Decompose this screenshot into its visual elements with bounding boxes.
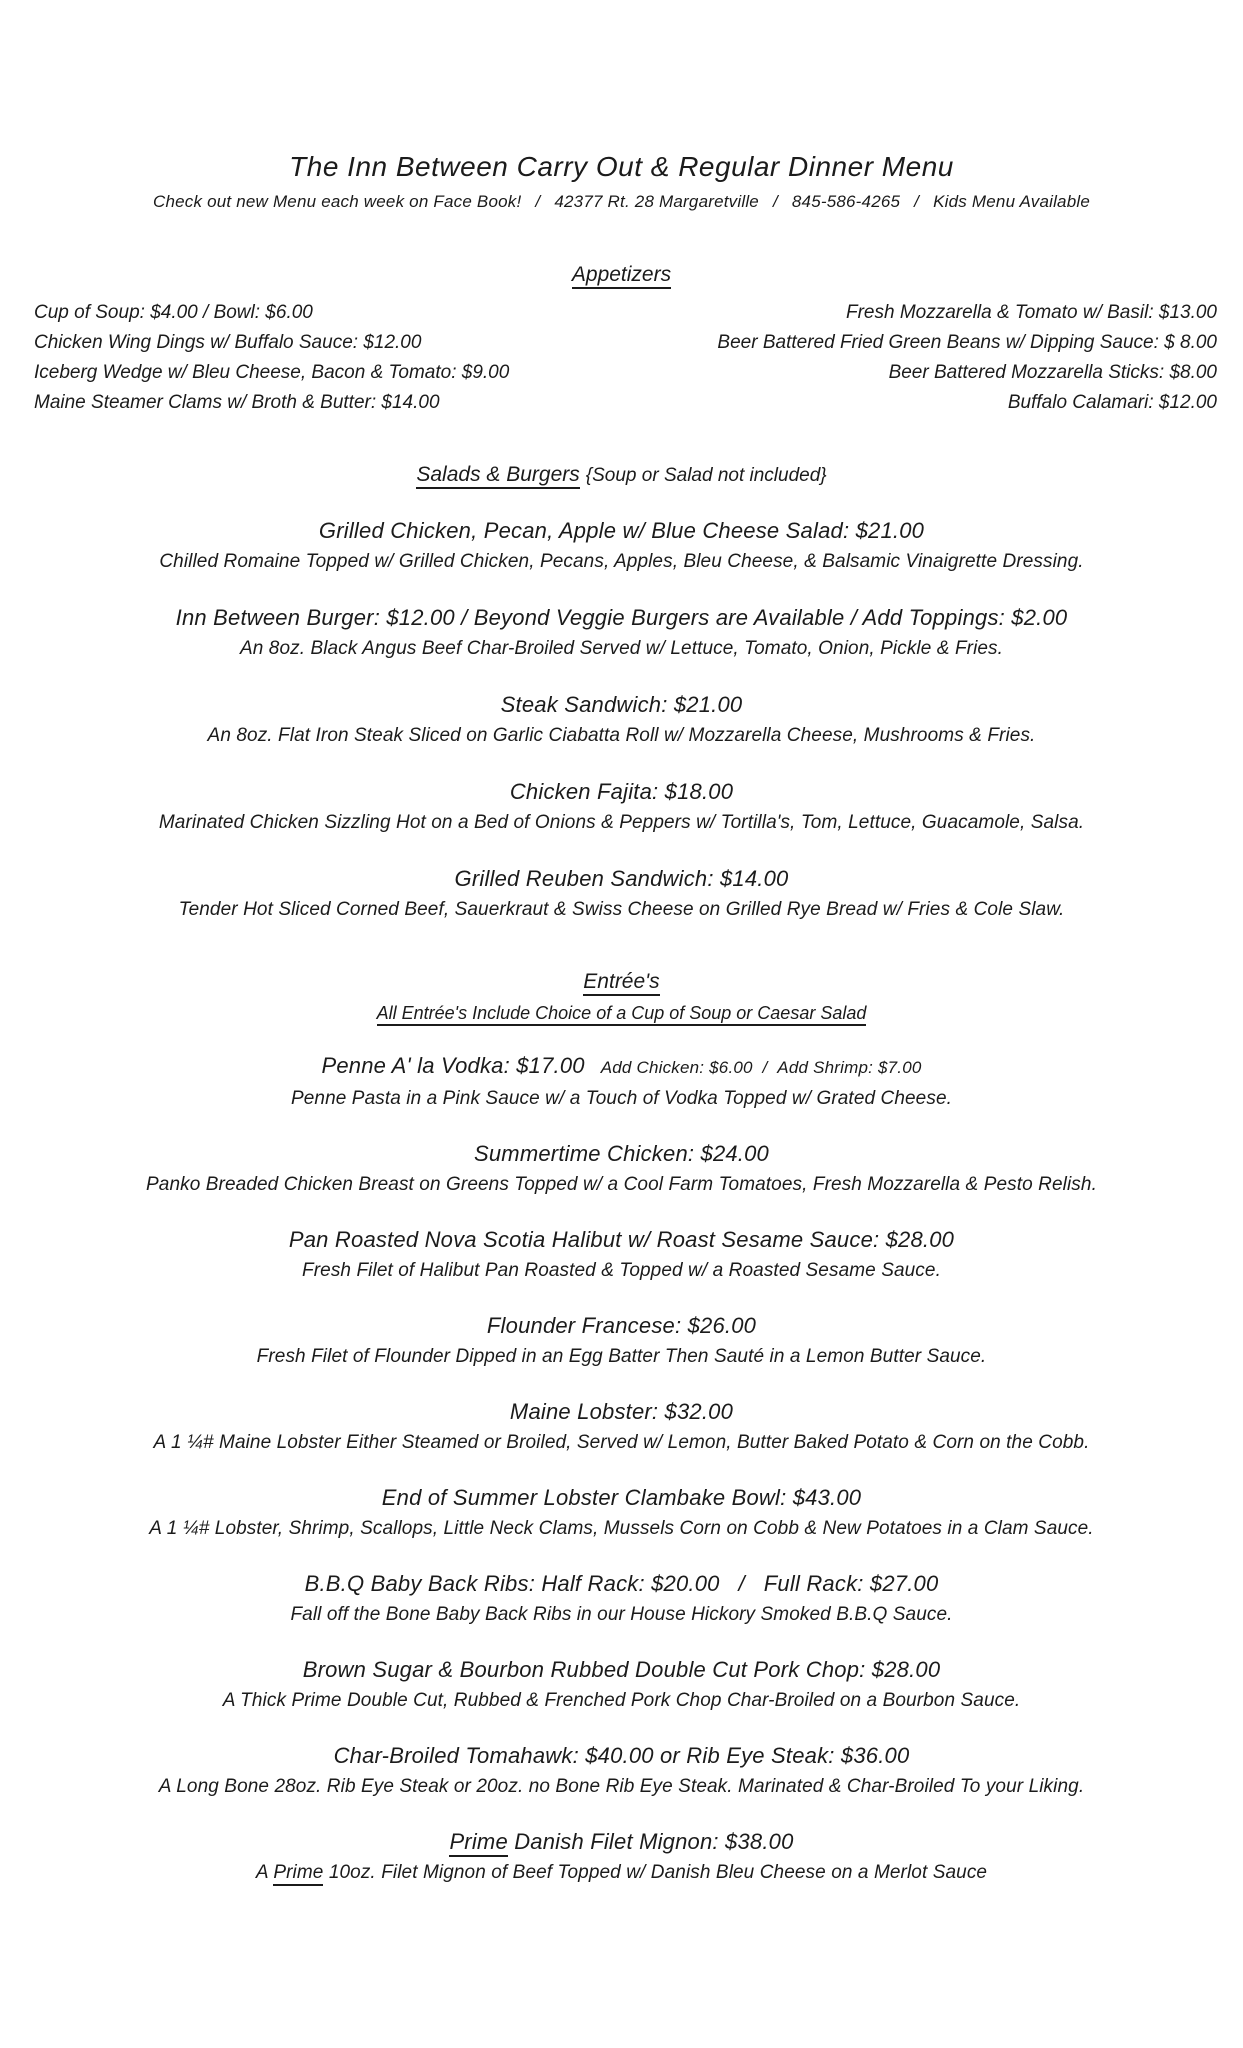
- salads-burgers-items: [0, 515, 1243, 925]
- item-name: [0, 1050, 1243, 1083]
- item-name: Pan Roasted Nova Scotia Halibut w/ Roast Sesame Sauce: $28.00: [288, 1227, 955, 1252]
- menu-item: [0, 1050, 1243, 1114]
- item-name: Brown Sugar & Bourbon Rubbed Double Cut Pork Chop: $28.00: [302, 1657, 941, 1682]
- item-name: B.B.Q Baby Back Ribs: Half Rack: $20.00 / Full Rack: $27.00: [304, 1571, 939, 1596]
- item-name: Grilled Chicken, Pecan, Apple w/ Blue Cheese Salad: $21.00: [318, 518, 925, 543]
- item-description: An 8oz. Flat Iron Steak Sliced on Garlic Ciabatta Roll w/ Mozzarella Cheese, Mushrooms & Fries.: [207, 725, 1036, 746]
- section-heading-text: Salads & Burgers: [416, 463, 579, 489]
- kids-menu-note: Kids Menu Available: [933, 192, 1091, 211]
- item-name: Flounder Francese: $26.00: [486, 1313, 757, 1338]
- appetizers-left-column: [34, 298, 614, 418]
- street-address: 42377 Rt. 28 Margaretville: [554, 192, 759, 211]
- item-name: Grilled Reuben Sandwich: $14.00: [454, 866, 789, 891]
- menu-item: [0, 1482, 1243, 1544]
- entrees-section: [0, 967, 1243, 1888]
- appetizers-list: [0, 298, 1243, 418]
- item-description-text: 10oz. Filet Mignon of Beef Topped w/ Danish Bleu Cheese on a Merlot Sauce: [323, 1862, 988, 1883]
- item-description: Fall off the Bone Baby Back Ribs in our House Hickory Smoked B.B.Q Sauce.: [290, 1604, 953, 1625]
- item-description: A 1 ¼# Lobster, Shrimp, Scallops, Little Neck Clams, Mussels Corn on Cobb & New Potatoes in a Clam Sauce.: [149, 1518, 1094, 1539]
- section-heading-salads-burgers: [0, 460, 1243, 491]
- item-name: [0, 1826, 1243, 1857]
- menu-item: [0, 515, 1243, 577]
- menu-item: [0, 863, 1243, 925]
- phone-number: 845-586-4265: [791, 192, 901, 211]
- menu-item: Buffalo Calamari: $12.00: [1007, 392, 1217, 413]
- item-description: Marinated Chicken Sizzling Hot on a Bed of Onions & Peppers w/ Tortilla's, Tom, Lettuce, Guacamole, Salsa.: [158, 812, 1085, 833]
- item-description: Fresh Filet of Flounder Dipped in an Egg Batter Then Sauté in a Lemon Butter Sauce.: [256, 1346, 987, 1367]
- menu-item: Maine Steamer Clams w/ Broth & Butter: $14.00: [34, 392, 440, 413]
- item-description: A Thick Prime Double Cut, Rubbed & Frenched Pork Chop Char-Broiled on a Bourbon Sauce.: [222, 1690, 1021, 1711]
- page-title: The Inn Between Carry Out & Regular Dinner Menu: [289, 151, 954, 182]
- item-name: Maine Lobster: $32.00: [509, 1399, 734, 1424]
- item-description: Penne Pasta in a Pink Sauce w/ a Touch of Vodka Topped w/ Grated Cheese.: [290, 1088, 952, 1109]
- menu-item: [0, 1826, 1243, 1888]
- section-heading-text: Entrée's: [583, 970, 659, 996]
- item-name: End of Summer Lobster Clambake Bowl: $43.00: [381, 1485, 862, 1510]
- item-description-emphasis: Prime: [273, 1862, 323, 1886]
- menu-item: [0, 689, 1243, 751]
- header-info-line: [0, 190, 1243, 214]
- separator: /: [535, 192, 541, 211]
- section-heading-note: {Soup or Salad not included}: [585, 465, 827, 486]
- entrees-items: [0, 1050, 1243, 1888]
- menu-item: Beer Battered Fried Green Beans w/ Dipping Sauce: $ 8.00: [717, 332, 1217, 353]
- menu-item: [0, 776, 1243, 838]
- menu-item: [0, 1310, 1243, 1372]
- item-addon-text: Add Chicken: $6.00 / Add Shrimp: $7.00: [600, 1058, 922, 1077]
- appetizers-right-column: [637, 298, 1217, 418]
- item-name: Steak Sandwich: $21.00: [500, 692, 743, 717]
- section-heading-entrees: [0, 967, 1243, 997]
- item-description: [0, 1857, 1243, 1888]
- menu-item: Chicken Wing Dings w/ Buffalo Sauce: $12.00: [34, 332, 422, 353]
- menu-item: [0, 1568, 1243, 1630]
- item-name-text: Danish Filet Mignon: $38.00: [507, 1829, 794, 1854]
- menu-item: [0, 1654, 1243, 1716]
- item-description-text: A: [255, 1862, 274, 1883]
- item-name: Char-Broiled Tomahawk: $40.00 or Rib Eye Steak: $36.00: [333, 1743, 910, 1768]
- item-description: A 1 ¼# Maine Lobster Either Steamed or Broiled, Served w/ Lemon, Butter Baked Potato & Corn on the Cobb.: [153, 1432, 1090, 1453]
- item-description: Fresh Filet of Halibut Pan Roasted & Topped w/ a Roasted Sesame Sauce.: [302, 1260, 941, 1281]
- item-name-emphasis: Prime: [449, 1829, 507, 1857]
- entrees-subheading-text: All Entrée's Include Choice of a Cup of Soup or Caesar Salad: [377, 1003, 867, 1026]
- entrees-subheading: [0, 1000, 1243, 1026]
- menu-item: [0, 1396, 1243, 1458]
- menu-item: [0, 1138, 1243, 1200]
- item-description: Panko Breaded Chicken Breast on Greens Topped w/ a Cool Farm Tomatoes, Fresh Mozzarella & Pesto Relish.: [146, 1174, 1097, 1195]
- menu-item: [0, 1740, 1243, 1802]
- section-heading-text: Appetizers: [572, 263, 671, 289]
- item-description: A Long Bone 28oz. Rib Eye Steak or 20oz. no Bone Rib Eye Steak. Marinated & Char-Broiled To your Liking.: [158, 1776, 1085, 1797]
- item-name: Summertime Chicken: $24.00: [474, 1141, 769, 1166]
- item-name-text: Penne A' la Vodka: $17.00: [321, 1053, 585, 1078]
- menu-item: [0, 1224, 1243, 1286]
- item-name: Chicken Fajita: $18.00: [509, 779, 734, 804]
- salads-burgers-section: [0, 460, 1243, 925]
- separator: /: [772, 192, 778, 211]
- menu-item: Fresh Mozzarella & Tomato w/ Basil: $13.00: [845, 302, 1217, 323]
- menu-item: Iceberg Wedge w/ Bleu Cheese, Bacon & Tomato: $9.00: [34, 362, 510, 383]
- appetizers-section: [0, 260, 1243, 418]
- menu-header: [0, 150, 1243, 214]
- menu-item: Beer Battered Mozzarella Sticks: $8.00: [888, 362, 1217, 383]
- menu-item: Cup of Soup: $4.00 / Bowl: $6.00: [34, 302, 313, 323]
- separator: /: [914, 192, 920, 211]
- item-description: Chilled Romaine Topped w/ Grilled Chicken, Pecans, Apples, Bleu Cheese, & Balsamic Vinaigrette Dressing.: [159, 551, 1084, 572]
- facebook-note: Check out new Menu each week on Face Book!: [152, 192, 522, 211]
- menu-item: [0, 602, 1243, 664]
- item-description: Tender Hot Sliced Corned Beef, Sauerkraut & Swiss Cheese on Grilled Rye Bread w/ Fries & Cole Slaw.: [178, 899, 1065, 920]
- section-heading-appetizers: [0, 260, 1243, 290]
- item-description: An 8oz. Black Angus Beef Char-Broiled Served w/ Lettuce, Tomato, Onion, Pickle & Fries.: [239, 638, 1004, 659]
- item-name: Inn Between Burger: $12.00 / Beyond Veggie Burgers are Available / Add Toppings: $2.00: [175, 605, 1068, 630]
